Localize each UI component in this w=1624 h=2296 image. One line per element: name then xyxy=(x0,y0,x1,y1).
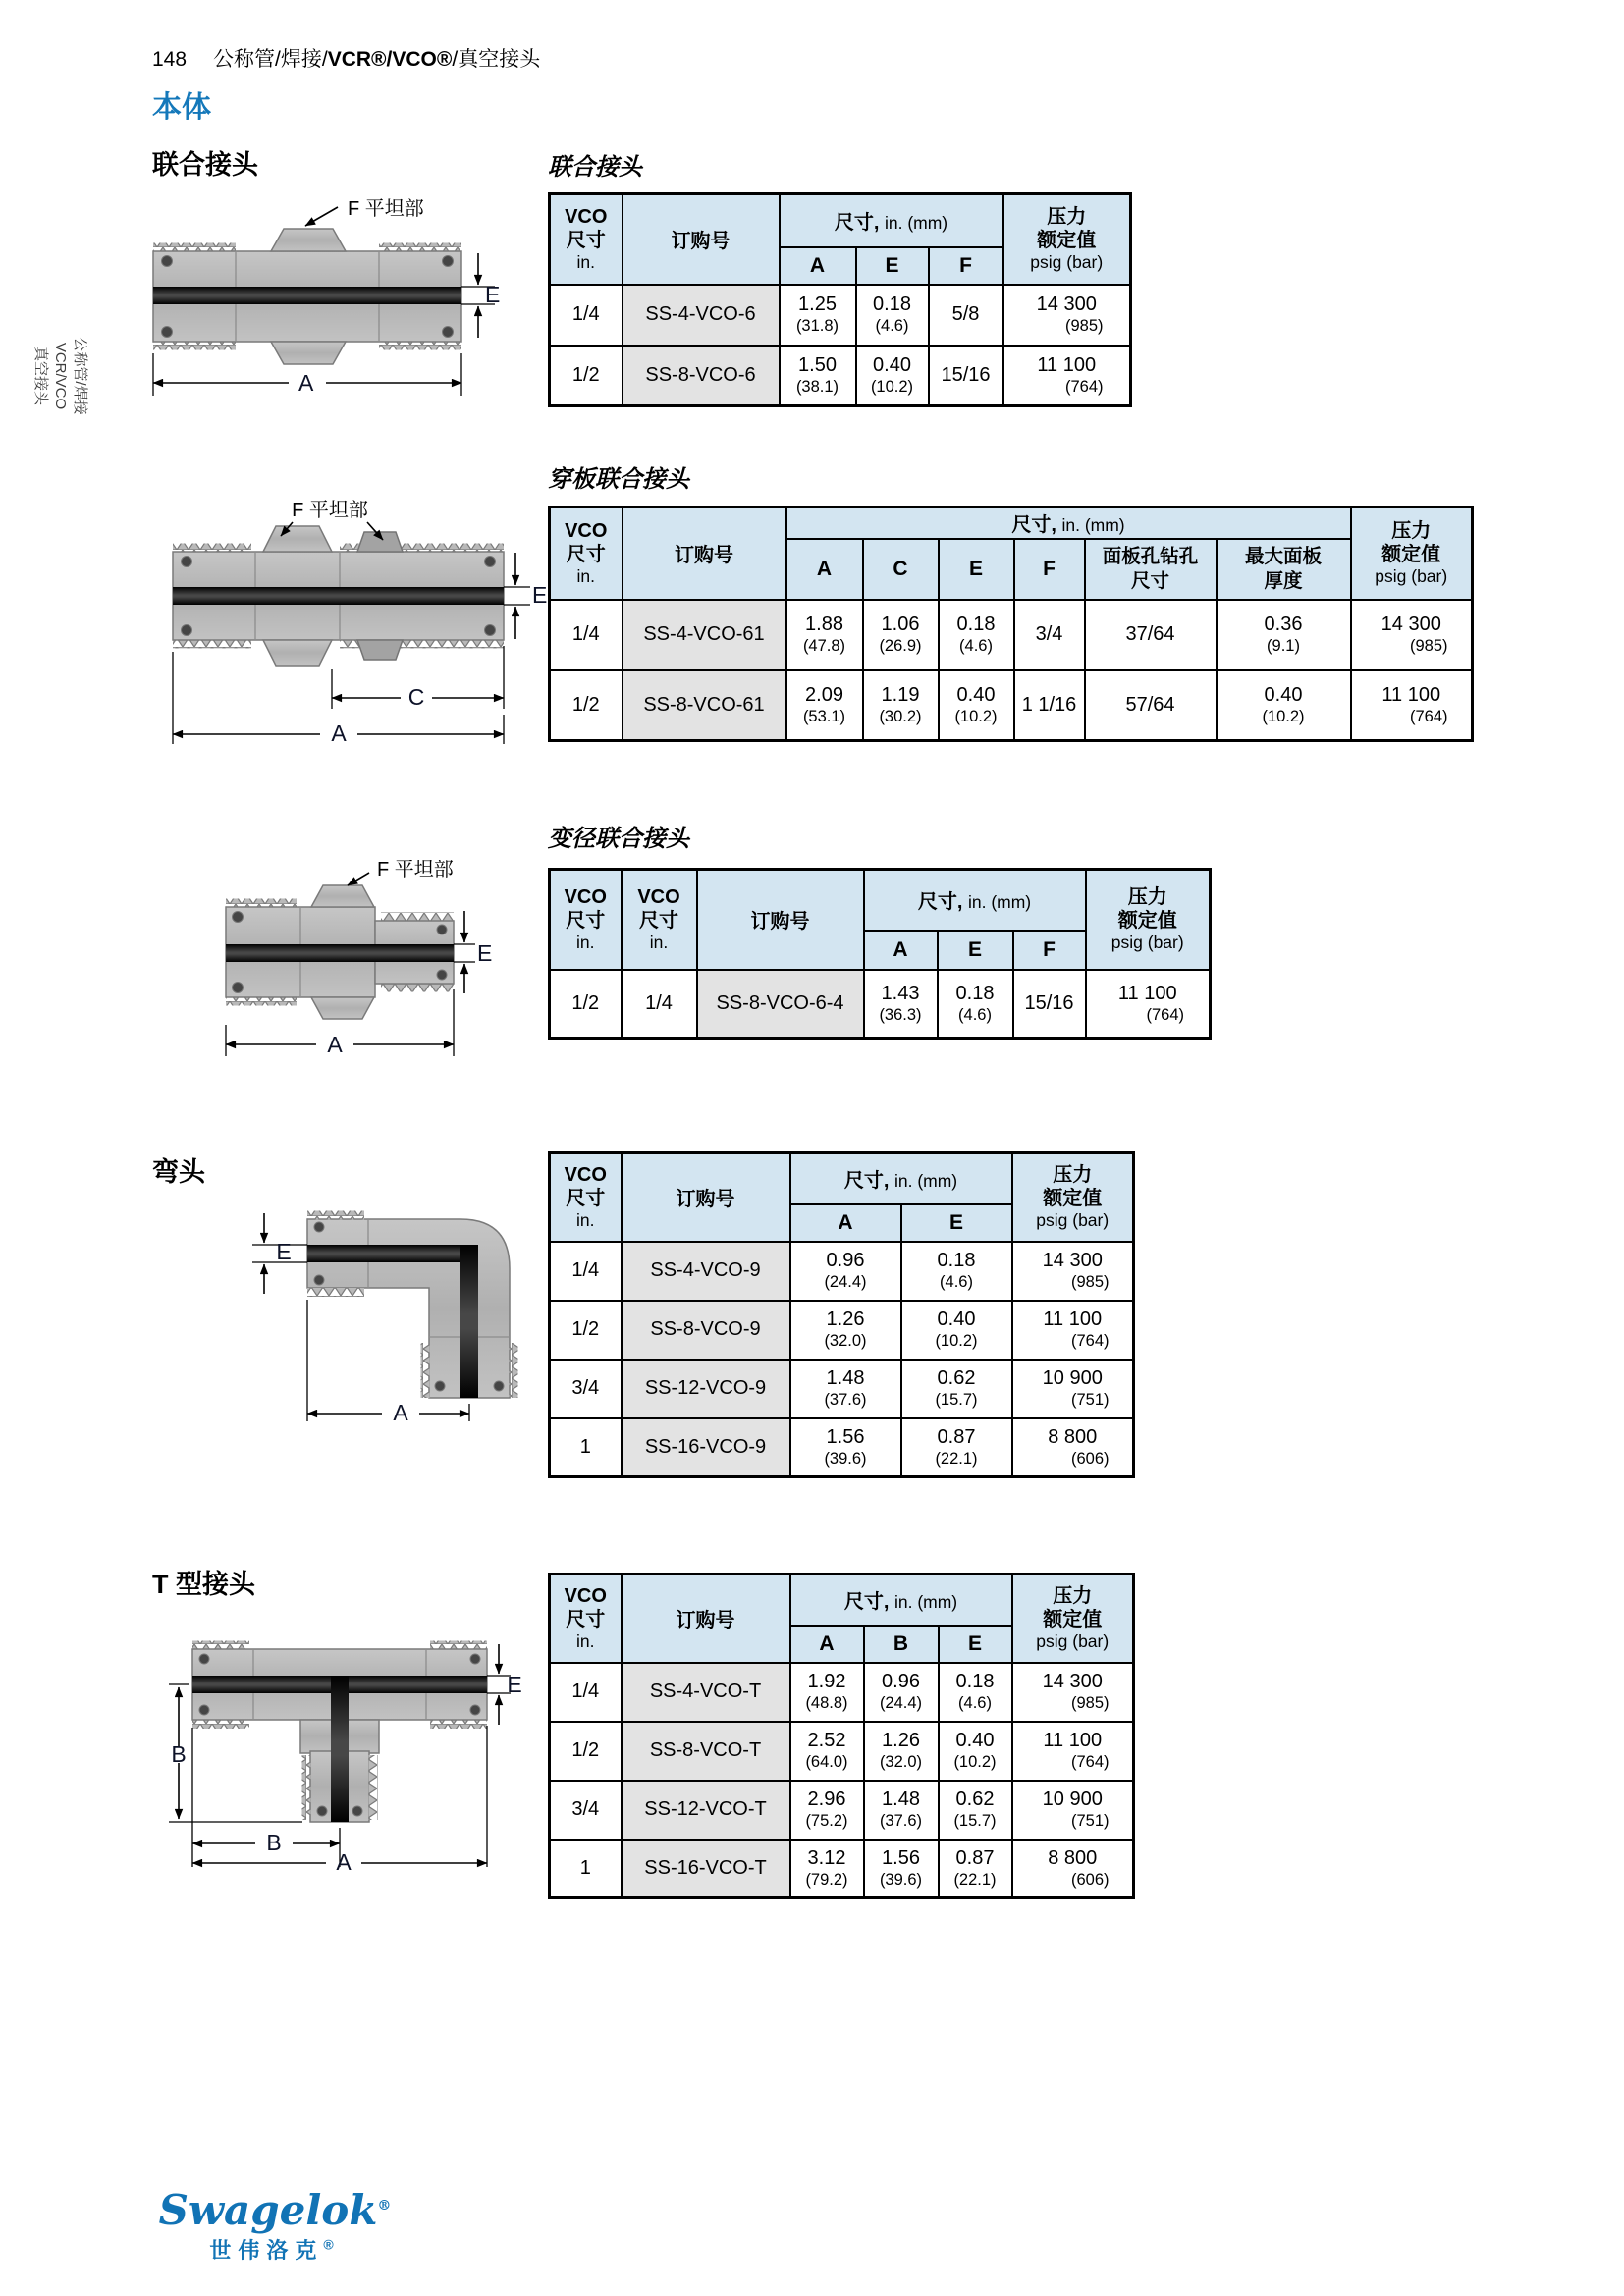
bulkhead-union-table xyxy=(548,506,1474,742)
bulkhead-union-drawing xyxy=(165,497,548,760)
cell-dim-A: 1.92 (48.8) xyxy=(790,1663,864,1722)
col-header-A: A xyxy=(790,1626,864,1663)
col-header-E: E xyxy=(901,1204,1012,1242)
table-row xyxy=(550,1301,1134,1360)
cell-size-2: 1/4 xyxy=(622,970,697,1039)
bore xyxy=(307,1245,466,1262)
cell-dim-B: 0.96 (24.4) xyxy=(864,1663,939,1722)
col-header-dims: 尺寸, in. (mm) xyxy=(790,1575,1012,1626)
cell-part-number: SS-4-VCO-9 xyxy=(622,1242,790,1301)
cell-dim-E: 0.62 (15.7) xyxy=(901,1360,1012,1418)
cell-dim-F: 15/16 xyxy=(929,346,1003,406)
union-drawing xyxy=(145,194,504,412)
page-header xyxy=(152,43,540,73)
o-ring xyxy=(437,925,447,934)
o-ring xyxy=(437,970,447,980)
cell-dim-F: 3/4 xyxy=(1014,600,1085,670)
table-row xyxy=(550,1781,1134,1840)
table-caption-union: 联合接头 xyxy=(548,154,642,181)
col-header-A: A xyxy=(786,539,863,600)
cell-dim-A: 1.25 (31.8) xyxy=(780,285,856,346)
reducing-union-drawing xyxy=(218,860,498,1061)
col-header-dims: 尺寸, in. (mm) xyxy=(780,194,1003,247)
swagelok-logo xyxy=(147,2186,403,2265)
col-header-vco-size: VCO 尺寸 in. xyxy=(550,194,623,285)
cell-size: 3/4 xyxy=(550,1360,622,1418)
col-header-vco-size: VCO 尺寸 in. xyxy=(550,507,623,600)
cell-max-thickness: 0.40 (10.2) xyxy=(1217,670,1351,741)
cell-dim-A: 1.88 (47.8) xyxy=(786,600,863,670)
sidebar-line: 公称管/焊接 xyxy=(72,337,88,415)
cell-dim-B: 1.56 (39.6) xyxy=(864,1840,939,1898)
cell-size: 1/4 xyxy=(550,1663,622,1722)
dim-label-E: E xyxy=(507,1672,522,1697)
panel-locknut xyxy=(357,640,403,660)
tee-drawing xyxy=(165,1618,526,1875)
section-heading-tee: T 型接头 xyxy=(152,1570,255,1599)
cell-part-number: SS-12-VCO-T xyxy=(622,1781,790,1840)
cell-size: 1/4 xyxy=(550,1242,622,1301)
col-header-panel-bore: 面板孔钻孔 尺寸 xyxy=(1085,539,1217,600)
col-header-vco-size: VCO 尺寸 in. xyxy=(550,870,622,970)
cell-size: 1 xyxy=(550,1418,622,1477)
col-header-vco-size-2: VCO 尺寸 in. xyxy=(622,870,697,970)
cell-size: 3/4 xyxy=(550,1781,622,1840)
cell-dim-E: 0.18 (4.6) xyxy=(901,1242,1012,1301)
table-row xyxy=(550,285,1131,346)
cell-size: 1/4 xyxy=(550,600,623,670)
dim-label-A: A xyxy=(393,1400,408,1425)
o-ring xyxy=(199,1654,209,1664)
cell-pressure: 11 100 (764) xyxy=(1012,1722,1134,1781)
o-ring xyxy=(162,256,173,267)
cell-dim-E: 0.40 (10.2) xyxy=(856,346,929,406)
col-header-F: F xyxy=(1014,539,1085,600)
section-heading-union: 联合接头 xyxy=(152,150,258,180)
cell-pressure: 14 300 (985) xyxy=(1012,1663,1134,1722)
cell-part-number: SS-4-VCO-6 xyxy=(623,285,780,346)
union-table xyxy=(548,192,1132,407)
cell-part-number: SS-16-VCO-T xyxy=(622,1840,790,1898)
dim-label-A: A xyxy=(298,370,314,396)
col-header-E: E xyxy=(856,247,929,285)
cell-dim-C: 1.19 (30.2) xyxy=(863,670,939,741)
cell-dim-F: 15/16 xyxy=(1013,970,1086,1039)
col-header-F: F xyxy=(1013,931,1086,970)
cell-dim-E: 0.87 (22.1) xyxy=(939,1840,1012,1898)
elbow-table xyxy=(548,1151,1135,1478)
dim-label-B: B xyxy=(171,1741,187,1767)
bore xyxy=(226,944,454,962)
section-heading-elbow: 弯头 xyxy=(152,1157,205,1187)
o-ring xyxy=(182,557,192,567)
page-title: 本体 xyxy=(152,91,211,124)
table-row xyxy=(550,600,1473,670)
cell-dim-A: 1.48 (37.6) xyxy=(790,1360,901,1418)
o-ring xyxy=(199,1705,209,1715)
cell-dim-C: 1.06 (26.9) xyxy=(863,600,939,670)
col-header-vco-size: VCO 尺寸 in. xyxy=(550,1153,622,1242)
cell-dim-E: 0.40 (10.2) xyxy=(939,1722,1012,1781)
col-header-A: A xyxy=(780,247,856,285)
cell-dim-F: 1 1/16 xyxy=(1014,670,1085,741)
table-row xyxy=(550,670,1473,741)
o-ring xyxy=(494,1381,504,1391)
cell-dim-E: 0.18 (4.6) xyxy=(939,1663,1012,1722)
o-ring xyxy=(470,1705,480,1715)
flat-label: F 平坦部 xyxy=(292,500,368,521)
o-ring xyxy=(233,912,244,923)
o-ring xyxy=(314,1222,324,1232)
cell-size-1: 1/2 xyxy=(550,970,622,1039)
cell-dim-B: 1.26 (32.0) xyxy=(864,1722,939,1781)
cell-part-number: SS-8-VCO-61 xyxy=(623,670,786,741)
col-header-B: B xyxy=(864,1626,939,1663)
header-segment-bold: VCR®/VCO® xyxy=(327,48,453,71)
cell-dim-A: 1.26 (32.0) xyxy=(790,1301,901,1360)
o-ring xyxy=(443,256,454,267)
col-header-E: E xyxy=(939,1626,1012,1663)
table-caption-reducing: 变径联合接头 xyxy=(548,826,689,852)
cell-part-number: SS-16-VCO-9 xyxy=(622,1418,790,1477)
dim-label-A: A xyxy=(336,1849,352,1875)
cell-dim-A: 1.43 (36.3) xyxy=(864,970,938,1039)
cell-part-number: SS-8-VCO-9 xyxy=(622,1301,790,1360)
col-header-A: A xyxy=(864,931,938,970)
header-segment: /真空接头 xyxy=(452,48,541,71)
header-segment: 公称管/焊接/ xyxy=(213,48,328,71)
cell-dim-E: 0.40 (10.2) xyxy=(939,670,1014,741)
table-row xyxy=(550,1663,1134,1722)
cell-size: 1 xyxy=(550,1840,622,1898)
col-header-pressure: 压力 额定值 psig (bar) xyxy=(1086,870,1211,970)
cell-dim-A: 1.50 (38.1) xyxy=(780,346,856,406)
dim-label-E: E xyxy=(477,940,493,966)
cell-dim-E: 0.87 (22.1) xyxy=(901,1418,1012,1477)
cell-part-number: SS-8-VCO-6-4 xyxy=(697,970,864,1039)
dim-label-A: A xyxy=(327,1032,343,1057)
o-ring xyxy=(314,1275,324,1285)
cell-part-number: SS-8-VCO-T xyxy=(622,1722,790,1781)
cell-dim-F: 5/8 xyxy=(929,285,1003,346)
elbow-drawing xyxy=(245,1190,525,1427)
col-header-part: 订购号 xyxy=(623,507,786,600)
col-header-pressure: 压力 额定值 psig (bar) xyxy=(1012,1575,1134,1663)
cell-pressure: 11 100 (764) xyxy=(1351,670,1473,741)
col-header-dims: 尺寸, in. (mm) xyxy=(864,870,1086,931)
col-header-E: E xyxy=(939,539,1014,600)
col-header-dims: 尺寸, in. (mm) xyxy=(786,507,1351,539)
bore xyxy=(173,587,504,605)
o-ring xyxy=(485,557,496,567)
o-ring xyxy=(485,625,496,636)
col-header-C: C xyxy=(863,539,939,600)
cell-dim-A: 2.52 (64.0) xyxy=(790,1722,864,1781)
cell-pressure: 11 100 (764) xyxy=(1086,970,1211,1039)
col-header-E: E xyxy=(938,931,1013,970)
cell-panel-bore: 37/64 xyxy=(1085,600,1217,670)
cell-part-number: SS-4-VCO-61 xyxy=(623,600,786,670)
table-row xyxy=(550,1360,1134,1418)
cell-part-number: SS-12-VCO-9 xyxy=(622,1360,790,1418)
cell-size: 1/2 xyxy=(550,1722,622,1781)
cell-pressure: 10 900 (751) xyxy=(1012,1781,1134,1840)
cell-pressure: 10 900 (751) xyxy=(1012,1360,1134,1418)
bore xyxy=(153,287,461,304)
cell-size: 1/2 xyxy=(550,1301,622,1360)
table-row xyxy=(550,970,1211,1039)
o-ring xyxy=(435,1381,445,1391)
col-header-part: 订购号 xyxy=(622,1575,790,1663)
cell-dim-A: 1.56 (39.6) xyxy=(790,1418,901,1477)
logo-chinese-name: 世伟洛克® xyxy=(209,2236,341,2264)
cell-panel-bore: 57/64 xyxy=(1085,670,1217,741)
table-caption-bulkhead: 穿板联合接头 xyxy=(548,466,689,493)
dim-label-E: E xyxy=(276,1239,292,1264)
logo-wordmark: Swagelok® xyxy=(158,2186,392,2234)
panel-locknut xyxy=(357,532,403,552)
page-header-title xyxy=(213,48,540,71)
reducing-union-table xyxy=(548,868,1212,1040)
col-header-max-panel-thickness: 最大面板 厚度 xyxy=(1217,539,1351,600)
tee-table xyxy=(548,1573,1135,1899)
cell-part-number: SS-4-VCO-T xyxy=(622,1663,790,1722)
col-header-F: F xyxy=(929,247,1003,285)
table-row xyxy=(550,1840,1134,1898)
cell-pressure: 14 300 (985) xyxy=(1351,600,1473,670)
col-header-pressure: 压力 额定值 psig (bar) xyxy=(1012,1153,1134,1242)
cell-pressure: 11 100 (764) xyxy=(1003,346,1131,406)
cell-size: 1/2 xyxy=(550,346,623,406)
col-header-pressure: 压力 额定值 psig (bar) xyxy=(1003,194,1131,285)
o-ring xyxy=(162,327,173,338)
table-row xyxy=(550,346,1131,406)
bore xyxy=(331,1676,349,1822)
table-row xyxy=(550,1722,1134,1781)
table-row xyxy=(550,1418,1134,1477)
cell-size: 1/4 xyxy=(550,285,623,346)
col-header-pressure: 压力 额定值 psig (bar) xyxy=(1351,507,1473,600)
cell-dim-E: 0.18 (4.6) xyxy=(939,600,1014,670)
col-header-part: 订购号 xyxy=(697,870,864,970)
col-header-part: 订购号 xyxy=(622,1153,790,1242)
cell-dim-B: 1.48 (37.6) xyxy=(864,1781,939,1840)
dim-label-C: C xyxy=(407,684,425,710)
cell-dim-E: 0.18 (4.6) xyxy=(856,285,929,346)
col-header-A: A xyxy=(790,1204,901,1242)
sidebar-tab xyxy=(28,293,89,459)
cell-dim-E: 0.62 (15.7) xyxy=(939,1781,1012,1840)
cell-dim-A: 2.96 (75.2) xyxy=(790,1781,864,1840)
cell-max-thickness: 0.36 (9.1) xyxy=(1217,600,1351,670)
dim-label-A: A xyxy=(331,721,347,746)
flat-label: F 平坦部 xyxy=(348,198,424,220)
col-header-part: 订购号 xyxy=(623,194,780,285)
o-ring xyxy=(317,1806,327,1816)
dim-label-E: E xyxy=(485,282,501,307)
o-ring xyxy=(352,1806,362,1816)
cell-pressure: 14 300 (985) xyxy=(1003,285,1131,346)
cell-dim-A: 3.12 (79.2) xyxy=(790,1840,864,1898)
cell-pressure: 14 300 (985) xyxy=(1012,1242,1134,1301)
table-row xyxy=(550,1242,1134,1301)
col-header-vco-size: VCO 尺寸 in. xyxy=(550,1575,622,1663)
cell-dim-E: 0.40 (10.2) xyxy=(901,1301,1012,1360)
cell-pressure: 11 100 (764) xyxy=(1012,1301,1134,1360)
sidebar-line: VCR/VCO xyxy=(52,342,69,410)
cell-dim-A: 2.09 (53.1) xyxy=(786,670,863,741)
cell-pressure: 8 800 (606) xyxy=(1012,1418,1134,1477)
o-ring xyxy=(233,983,244,993)
page-number: 148 xyxy=(152,48,188,71)
cell-part-number: SS-8-VCO-6 xyxy=(623,346,780,406)
flat-label: F 平坦部 xyxy=(377,860,454,881)
bore xyxy=(460,1245,478,1398)
cell-dim-A: 0.96 (24.4) xyxy=(790,1242,901,1301)
o-ring xyxy=(470,1654,480,1664)
col-header-dims: 尺寸, in. (mm) xyxy=(790,1153,1012,1204)
cell-dim-E: 0.18 (4.6) xyxy=(938,970,1013,1039)
o-ring xyxy=(443,327,454,338)
dim-label-B2: B xyxy=(266,1830,282,1855)
dim-label-E: E xyxy=(532,582,548,608)
o-ring xyxy=(182,625,192,636)
sidebar-line: 真空接头 xyxy=(32,346,49,405)
cell-size: 1/2 xyxy=(550,670,623,741)
cell-pressure: 8 800 (606) xyxy=(1012,1840,1134,1898)
